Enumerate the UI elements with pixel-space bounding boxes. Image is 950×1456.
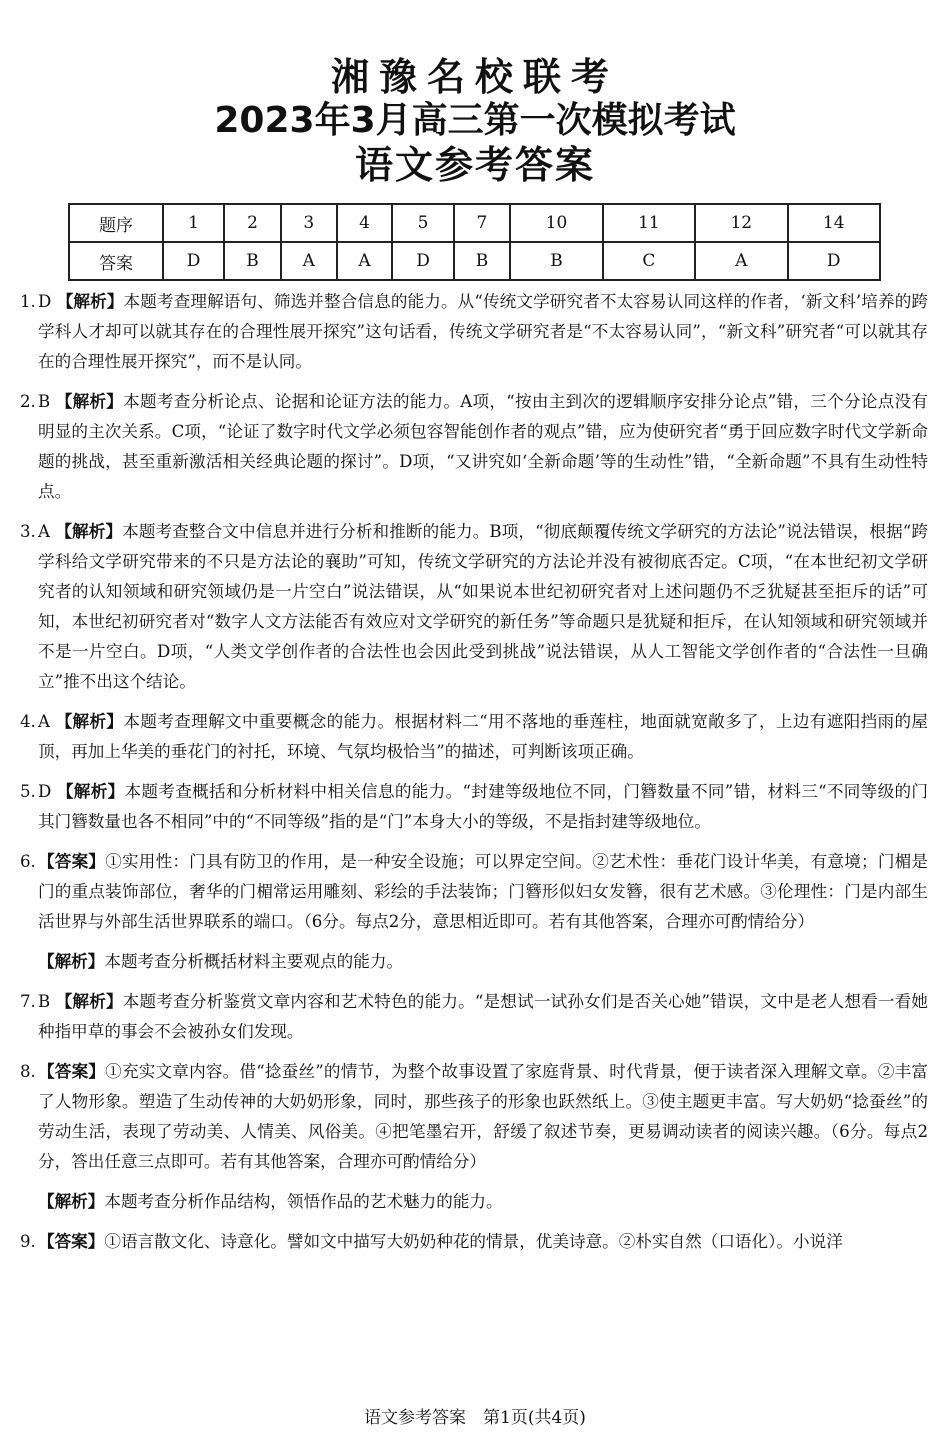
item-sub-tag: 【解析】 xyxy=(38,1192,105,1211)
item-tag: 【解析】 xyxy=(55,992,123,1011)
question-cell: 7 xyxy=(454,204,511,242)
answer-cell: A xyxy=(337,242,393,280)
row-label-answer: 答案 xyxy=(69,242,163,280)
item-text: 本题考查概括和分析材料中相关信息的能力。“封建等级地位不同，门簪数量不同”错，材料三“不同等级的门其门簪数量也各不相同”中的“不同等级”指的是“门”本身大小的等级，不是指封建等级地位。 xyxy=(38,782,928,831)
item-number: 4. xyxy=(20,712,36,731)
question-cell: 4 xyxy=(337,204,393,242)
item-answer-letter: A xyxy=(38,712,56,731)
explanation-item-3 xyxy=(20,517,928,697)
exam-title-line2: 2023年3月高三第一次模拟考试 xyxy=(214,100,736,141)
answer-cell: D xyxy=(392,242,453,280)
item-tag: 【解析】 xyxy=(55,392,124,411)
item-tag: 【答案】 xyxy=(38,852,106,871)
question-cell: 12 xyxy=(695,204,787,242)
question-cell: 14 xyxy=(788,204,881,242)
item-text: ①充实文章内容。借“捻蚕丝”的情节，为整个故事设置了家庭背景、时代背景，便于读者深入理解文章。②丰富了人物形象。塑造了生动传神的大奶奶形象，同时，那些孩子的形象也跃然纸上。③使主题更丰富。写大奶奶“捻蚕丝”的劳动生活，表现了劳动美、人情美、风俗美。④把笔墨宕开，舒缓了叙述节奏，更易调动读者的阅读兴趣。（6分。每点2分，答出任意三点即可。若有其他答案，合理亦可酌情给分） xyxy=(38,1062,929,1171)
item-tag: 【解析】 xyxy=(55,522,123,541)
item-number: 7. xyxy=(20,992,36,1011)
exam-title-line1: 湘豫名校联考 xyxy=(330,55,619,99)
item-text: ①语言散文化、诗意化。譬如文中描写大奶奶种花的情景，优美诗意。②朴实自然（口语化）。小说洋 xyxy=(104,1232,843,1251)
explanation-item-1 xyxy=(20,287,928,377)
item-answer-letter: D xyxy=(38,292,57,311)
item-answer-letter: B xyxy=(38,992,56,1011)
question-cell: 10 xyxy=(510,204,602,242)
item-number: 6. xyxy=(20,852,36,871)
answer-cell: B xyxy=(510,242,602,280)
answer-cell: A xyxy=(281,242,337,280)
question-cell: 2 xyxy=(224,204,281,242)
answer-cell: B xyxy=(224,242,281,280)
item-number: 2. xyxy=(20,392,36,411)
item-tag: 【答案】 xyxy=(38,1232,105,1251)
answer-explanations xyxy=(20,287,928,1267)
item-sub-text: 本题考查分析概括材料主要观点的能力。 xyxy=(104,952,404,971)
item-number: 9. xyxy=(20,1232,36,1251)
question-number-row xyxy=(69,204,880,242)
item-text: ①实用性：门具有防卫的作用，是一种安全设施；可以界定空间。②艺术性：垂花门设计华美，有意境；门楣是门的重点装饰部位，奢华的门楣常运用雕刻、彩绘的手法装饰；门簪形似妇女发簪，很有艺术感。③伦理性：门是内部生活世界与外部生活世界联系的端口。（6分。每点2分，意思相近即可。若有其他答案，合理亦可酌情给分） xyxy=(38,852,928,931)
item-text: 本题考查理解文中重要概念的能力。根据材料二“用不落地的垂莲柱，地面就宽敞多了，上边有遮阳挡雨的屋顶，再加上华美的垂花门的衬托，环境、气氛均极恰当”的描述，可判断该项正确。 xyxy=(38,712,929,761)
item-sub-tag: 【解析】 xyxy=(38,952,105,971)
item-sub-text: 本题考查分析作品结构，领悟作品的艺术魅力的能力。 xyxy=(104,1192,503,1211)
explanation-item-6-analysis xyxy=(20,947,928,977)
item-tag: 【解析】 xyxy=(55,712,124,731)
exam-title-line3: 语文参考答案 xyxy=(354,143,595,187)
question-cell: 1 xyxy=(163,204,224,242)
explanation-item-8 xyxy=(20,1057,928,1177)
item-text: 本题考查分析鉴赏文章内容和艺术特色的能力。“是想试一试孙女们是否关心她”错误，文中是老人想看一看她种指甲草的事会不会被孙女们发现。 xyxy=(38,992,928,1041)
explanation-item-4 xyxy=(20,707,928,767)
explanation-item-8-analysis xyxy=(20,1187,928,1217)
item-text: 本题考查理解语句、筛选并整合信息的能力。从“传统文学研究者不太容易认同这样的作者，‘新文科’培养的跨学科人才却可以就其存在的合理性展开探究”这句话看，传统文学研究者是“不太容易认同”，“新文科”研究者“可以就其存在的合理性展开探究”，而不是认同。 xyxy=(38,292,928,371)
answer-cell: B xyxy=(454,242,511,280)
answer-cell: A xyxy=(695,242,787,280)
item-tag: 【解析】 xyxy=(56,292,124,311)
item-answer-letter: A xyxy=(38,522,56,541)
item-number: 5. xyxy=(20,782,36,801)
question-cell: 11 xyxy=(603,204,695,242)
item-answer-letter: B xyxy=(38,392,56,411)
item-number: 8. xyxy=(20,1062,36,1081)
item-text: 本题考查整合文中信息并进行分析和推断的能力。B项，“彻底颠覆传统文学研究的方法论”说法错误，根据“跨学科给文学研究带来的不只是方法论的襄助”可知，传统文学研究的方法论并没有被彻底否定。C项，“在本世纪初文学研究者的认知领域和研究领域仍是一片空白”说法错误，从“如果说本世纪初研究者对上述问题仍不乏犹疑甚至拒斥的话”可知，本世纪初研究者对“数字人文方法能否有效应对文学研究的新任务”等命题只是犹疑和拒斥，在认知领域和研究领域并不是一片空白。D项，“人类文学创作者的合法性也会因此受到挑战”说法错误，从人工智能文学创作者的“合法性一旦确立”推不出这个结论。 xyxy=(38,522,928,691)
item-text: 本题考查分析论点、论据和论证方法的能力。A项，“按由主到次的逻辑顺序安排分论点”错，三个分论点没有明显的主次关系。C项，“论证了数字时代文学必须包容智能创作者的观点”错，应为使研究者“勇于回应数字时代文学新命题的挑战，甚至重新激活相关经典论题的探讨”。D项，“又讲究如‘全新命题’等的生动性”错，“全新命题”不具有生动性特点。 xyxy=(38,392,928,501)
question-cell: 5 xyxy=(392,204,453,242)
explanation-item-2 xyxy=(20,387,928,507)
item-tag: 【解析】 xyxy=(56,782,125,801)
page-footer: 语文参考答案 第1页(共4页) xyxy=(364,1408,586,1428)
question-cell: 3 xyxy=(281,204,337,242)
item-answer-letter: D xyxy=(38,782,57,801)
item-number: 1. xyxy=(20,292,36,311)
explanation-item-5 xyxy=(20,777,928,837)
answer-cell: D xyxy=(788,242,881,280)
answer-cell: D xyxy=(163,242,224,280)
row-label-question: 题序 xyxy=(69,204,163,242)
answer-table xyxy=(68,203,881,281)
answer-cell: C xyxy=(603,242,695,280)
answer-row xyxy=(69,242,880,280)
item-tag: 【答案】 xyxy=(38,1062,106,1081)
explanation-item-7 xyxy=(20,987,928,1047)
item-number: 3. xyxy=(20,522,36,541)
explanation-item-9 xyxy=(20,1227,928,1257)
explanation-item-6 xyxy=(20,847,928,937)
